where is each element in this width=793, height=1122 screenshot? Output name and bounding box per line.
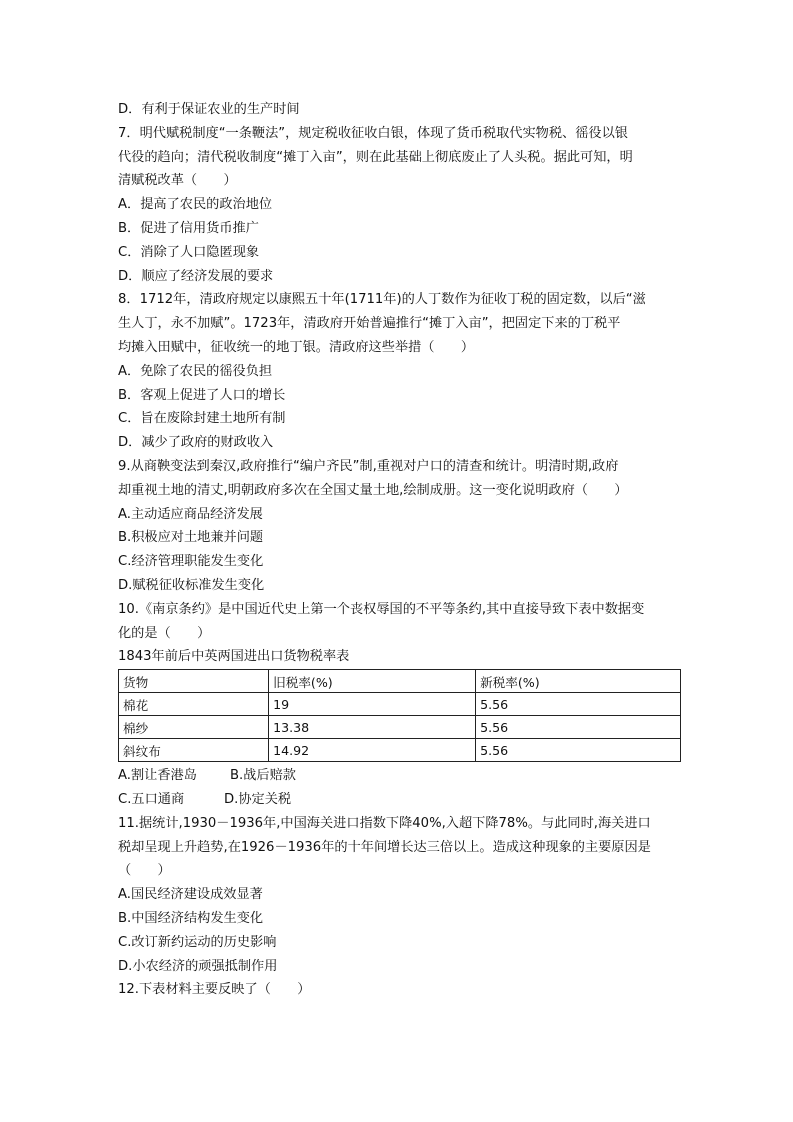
question-9 — [118, 455, 688, 598]
q10-stem-line-2: 化的是（ ） — [118, 625, 211, 641]
q8-stem-line-3: 均摊入田赋中，征收统一的地丁银。清政府这些举措（ ） — [118, 339, 475, 355]
q7-stem-line-2: 代役的趋向；清代税收制度“摊丁入亩”，则在此基础上彻底废止了人头税。据此可知，明 — [118, 149, 633, 165]
question-7 — [118, 122, 688, 289]
table-cell: 5.56 — [476, 693, 681, 716]
q7-option-d: D．顺应了经济发展的要求 — [118, 268, 274, 284]
q10-option-c: C.五口通商 — [118, 791, 185, 807]
table-cell: 5.56 — [476, 716, 681, 739]
table-cell: 19 — [269, 693, 476, 716]
q7-stem-line-1: 7．明代赋税制度“一条鞭法”，规定税收征收白银，体现了货币税取代实物税、徭役以银 — [118, 125, 628, 141]
question-10 — [118, 598, 688, 812]
table-row — [119, 739, 681, 762]
q10-table-title: 1843年前后中英两国进出口货物税率表 — [118, 649, 350, 665]
q8-stem-line-1: 8．1712年，清政府规定以康熙五十年(1711年)的人丁数作为征收丁税的固定数，以后“滋 — [118, 292, 646, 308]
q11-stem-line-3: （ ） — [118, 863, 171, 879]
q8-option-a: A．免除了农民的徭役负担 — [118, 363, 273, 379]
exam-page-content — [118, 98, 688, 1002]
q9-option-d: D.赋税征收标准发生变化 — [118, 577, 265, 593]
q8-option-c: C．旨在废除封建土地所有制 — [118, 411, 286, 427]
q10-option-b: B.战后赔款 — [230, 768, 296, 784]
q11-option-c: C.改订新约运动的历史影响 — [118, 934, 277, 950]
table-cell: 斜纹布 — [119, 739, 269, 762]
q7-option-b: B．促进了信用货币推广 — [118, 220, 259, 236]
table-header-row — [119, 670, 681, 693]
table-row — [119, 693, 681, 716]
q10-stem-line-1: 10.《南京条约》是中国近代史上第一个丧权辱国的不平等条约,其中直接导致下表中数据变 — [118, 601, 645, 617]
q9-option-c: C.经济管理职能发生变化 — [118, 554, 264, 570]
q11-option-b: B.中国经济结构发生变化 — [118, 910, 264, 926]
table-row — [119, 716, 681, 739]
q11-option-d: D.小农经济的顽强抵制作用 — [118, 958, 278, 974]
q10-options-row-1 — [118, 764, 688, 788]
question-12 — [118, 978, 688, 1002]
q8-option-b: B．客观上促进了人口的增长 — [118, 387, 286, 403]
q8-stem-line-2: 生人丁，永不加赋”。1723年，清政府开始普遍推行“摊丁入亩”，把固定下来的丁税平 — [118, 316, 621, 332]
table-cell: 5.56 — [476, 739, 681, 762]
q9-stem-line-1: 9.从商鞅变法到秦汉,政府推行“编户齐民”制,重视对户口的清查和统计。明清时期,政府 — [118, 458, 619, 474]
q12-stem-line-1: 12.下表材料主要反映了（ ） — [118, 982, 311, 998]
q9-option-b: B.积极应对土地兼并问题 — [118, 530, 264, 546]
q7-stem-line-3: 清赋税改革（ ） — [118, 173, 237, 189]
table-cell: 14.92 — [269, 739, 476, 762]
q7-option-a: A．提高了农民的政治地位 — [118, 197, 273, 213]
q11-stem-line-2: 税却呈现上升趋势,在1926－1936年的十年间增长达三倍以上。造成这种现象的主要原因是 — [118, 839, 651, 855]
q9-stem-line-2: 却重视土地的清丈,明朝政府多次在全国丈量土地,绘制成册。这一变化说明政府（ ） — [118, 482, 628, 498]
tax-rate-table — [118, 669, 681, 762]
q10-options-row-2 — [118, 788, 688, 812]
q7-option-c: C．消除了人口隐匿现象 — [118, 244, 260, 260]
q11-stem-line-1: 11.据统计,1930－1936年,中国海关进口指数下降40%,入超下降78%。与此同时,海关进口 — [118, 815, 651, 831]
q10-option-a: A.割让香港岛 — [118, 768, 197, 784]
q10-option-d: D.协定关税 — [224, 791, 292, 807]
q9-option-a: A.主动适应商品经济发展 — [118, 506, 263, 522]
table-header-cell: 货物 — [119, 670, 269, 693]
table-header-cell: 新税率(%) — [476, 670, 681, 693]
table-header-cell: 旧税率(%) — [269, 670, 476, 693]
q6-option-d: D．有利于保证农业的生产时间 — [118, 102, 300, 117]
table-cell: 棉纱 — [119, 716, 269, 739]
table-cell: 棉花 — [119, 693, 269, 716]
q11-option-a: A.国民经济建设成效显著 — [118, 887, 263, 903]
table-cell: 13.38 — [269, 716, 476, 739]
question-11 — [118, 812, 688, 979]
question-8 — [118, 288, 688, 455]
q8-option-d: D．减少了政府的财政收入 — [118, 435, 274, 451]
